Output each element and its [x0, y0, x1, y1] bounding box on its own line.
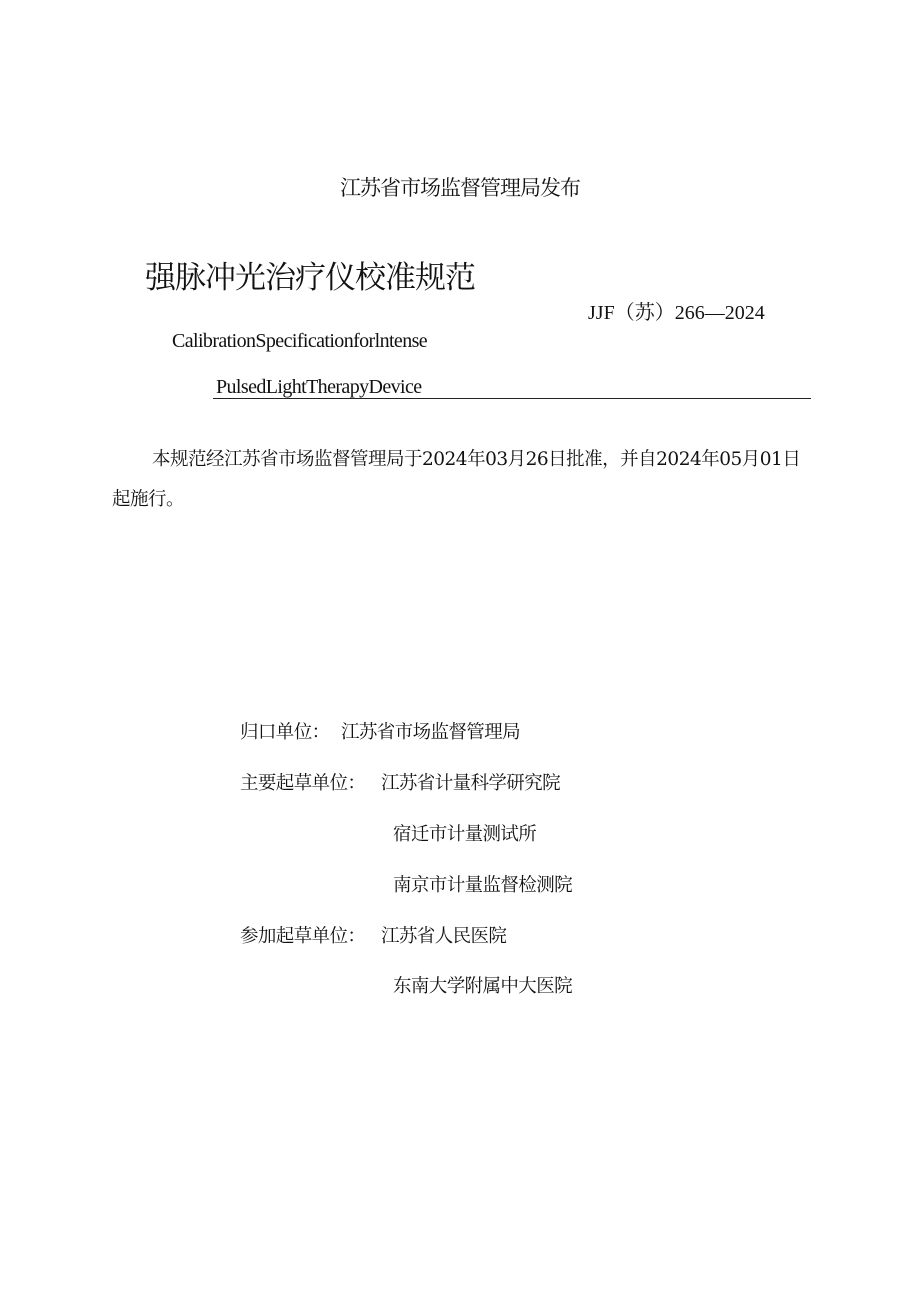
approval-statement: 本规范经江苏省市场监督管理局于2024年03月26日批准，并自2024年05月01日起施行。: [112, 449, 801, 510]
main-drafting-unit-1: 江苏省计量科学研究院: [381, 773, 561, 794]
title-underline-rule: [213, 398, 811, 399]
responsible-unit-label: 归口单位：: [240, 722, 330, 743]
participating-drafting-label: 参加起草单位：: [240, 926, 366, 947]
publisher-line: 江苏省市场监督管理局发布: [340, 176, 580, 200]
main-drafting-label: 主要起草单位：: [240, 773, 366, 794]
document-title-cn: 强脉冲光治疗仪校准规范: [145, 260, 475, 296]
main-drafting-unit-2: 宿迁市计量测试所: [393, 824, 537, 845]
document-title-en-line1: CalibrationSpecificationforlntense: [172, 330, 428, 352]
main-drafting-unit-3: 南京市计量监督检测院: [393, 875, 573, 896]
document-title-en-line2: PulsedLightTherapyDevice: [216, 376, 422, 398]
document-code: JJF（苏）266—2024: [588, 302, 765, 324]
participating-unit-2: 东南大学附属中大医院: [393, 976, 573, 997]
responsible-unit-value: 江苏省市场监督管理局: [341, 722, 521, 743]
participating-unit-1: 江苏省人民医院: [381, 926, 507, 947]
